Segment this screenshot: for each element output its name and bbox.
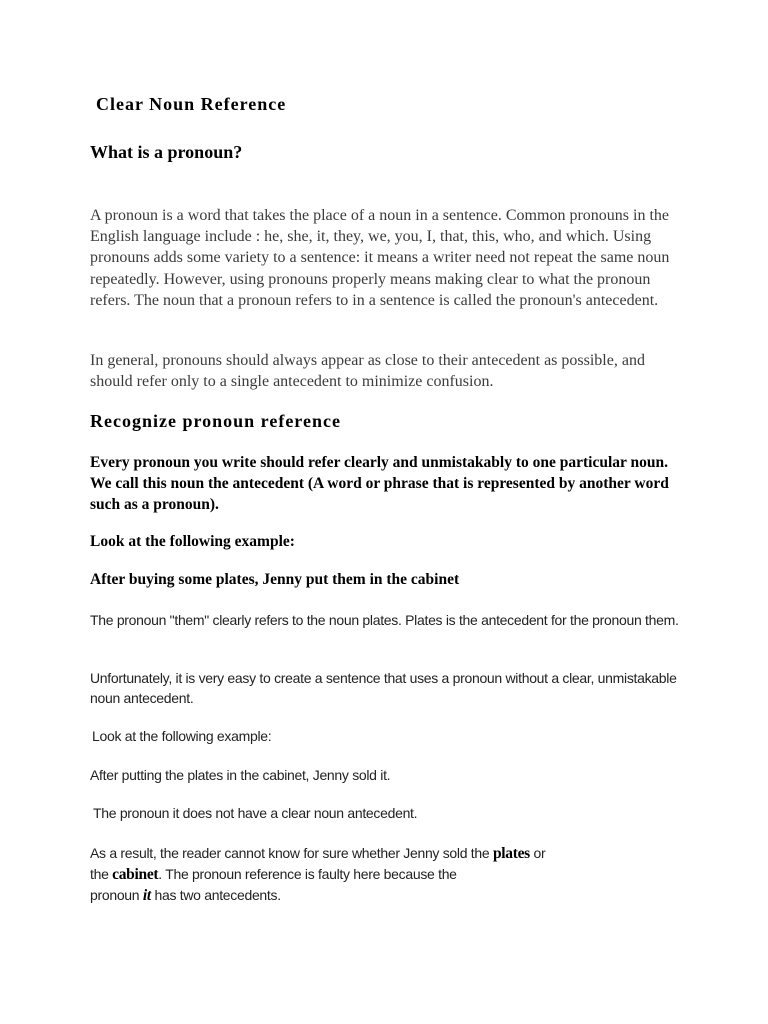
result-line1-start: As a result, the reader cannot know for sure whether Jenny sold the [90,845,493,861]
every-pronoun-text-end: (A word or phrase that is represented by another word such as a pronoun). [90,475,669,513]
heading-what-is-pronoun: What is a pronoun? [90,142,243,162]
result-line3-start: pronoun [90,887,143,903]
paragraph-pronoun-definition: A pronoun is a word that takes the place of a noun in a sentence. Common pronouns in the English language include : he, she, it, they, we, you, I, that, this, who, and which. Using pronouns adds some variety to a sentence: it means a writer need not repeat the same noun repeatedly. However, using pronouns properly means making clear to what the pronoun refers. The noun that a pronoun refers to in a sentence is called the pronoun's antecedent. [90,207,670,309]
result-line-2 [90,864,630,885]
example-sentence-1: After buying some plates, Jenny put them in the cabinet [90,571,460,588]
antecedent-term: antecedent [232,475,304,492]
heading-recognize-reference: Recognize pronoun reference [90,411,341,431]
result-line2-end: . The pronoun reference is faulty here because the [158,866,457,882]
example-sentence-2: After putting the plates in the cabinet, Jenny sold it. [90,767,391,783]
paragraph-general-rule: In general, pronouns should always appear as close to their antecedent as possible, and should refer only to a single antecedent to minimize confusion. [90,352,645,391]
look-example-label-2: Look at the following example: [92,728,272,744]
it-term: it [142,887,151,904]
paragraph-no-clear-antecedent: The pronoun it does not have a clear noun antecedent. [93,805,418,821]
plates-term: plates [492,845,530,862]
paragraph-them-explanation: The pronoun "them" clearly refers to the noun plates. Plates is the antecedent for the pronoun them. [90,612,679,628]
result-line1-end: or [529,845,546,861]
result-line3-end: has two antecedents. [150,887,281,903]
look-example-label-1: Look at the following example: [90,533,295,550]
result-line2-start: the [90,866,113,882]
result-line-1 [90,843,630,864]
cabinet-term: cabinet [112,866,159,883]
every-pronoun-text-start: Every pronoun you write should refer clearly and unmistakably to one particular noun. We call this noun the [90,454,669,492]
paragraph-unfortunately: Unfortunately, it is very easy to create a sentence that uses a pronoun without a clear, unmistakable noun antecedent. [90,670,677,706]
result-line-3 [90,885,630,906]
paragraph-every-pronoun [90,452,690,515]
paragraph-result [90,843,630,906]
page-title: Clear Noun Reference [96,94,287,114]
